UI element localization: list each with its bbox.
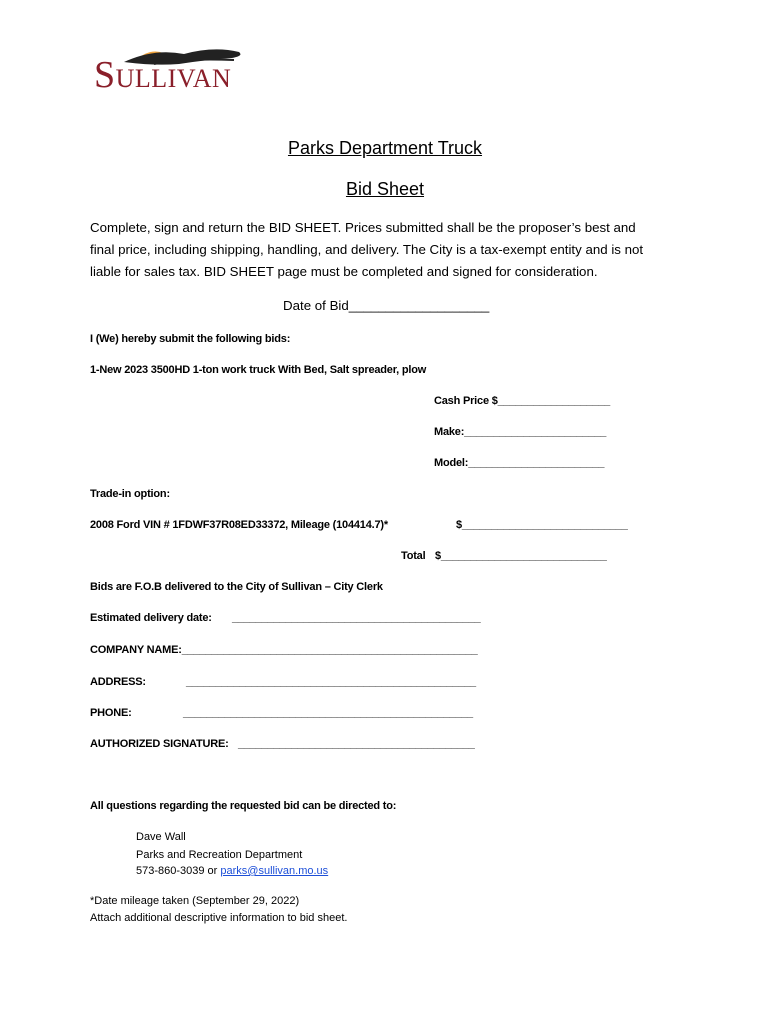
model-field[interactable]: Model:_______________________ <box>434 457 605 469</box>
contact-heading: All questions regarding the requested bid can be directed to: <box>90 800 397 812</box>
mileage-footnote: *Date mileage taken (September 29, 2022) <box>90 895 300 907</box>
intro-paragraph <box>90 217 690 283</box>
intro-line: final price, including shipping, handling, and delivery. The City is a tax-exempt entity and is not <box>90 242 644 257</box>
contact-phone: 573-860-3039 or <box>136 865 221 877</box>
trade-in-vehicle: 2008 Ford VIN # 1FDWF37R08ED33372, Mileage (104414.7)* <box>90 519 388 531</box>
phone-label: PHONE: <box>90 707 132 719</box>
signature-field[interactable]: ________________________________________ <box>238 738 475 750</box>
trade-in-heading: Trade-in option: <box>90 488 170 500</box>
intro-line: liable for sales tax. BID SHEET page must be completed and signed for consideration. <box>90 264 598 279</box>
page-title: Parks Department Truck <box>287 138 483 158</box>
cash-price-field[interactable]: Cash Price $___________________ <box>434 395 611 407</box>
bids-intro: I (We) hereby submit the following bids: <box>90 333 291 345</box>
fob-note: Bids are F.O.B delivered to the City of Sullivan – City Clerk <box>90 581 383 593</box>
trade-in-amount-field[interactable]: $____________________________ <box>456 519 628 531</box>
date-of-bid-blank[interactable]: ___________________ <box>348 298 490 313</box>
make-field[interactable]: Make:________________________ <box>434 426 607 438</box>
contact-name: Dave Wall <box>136 831 186 843</box>
total-field[interactable]: $____________________________ <box>435 550 607 562</box>
signature-label: AUTHORIZED SIGNATURE: <box>90 738 229 750</box>
date-of-bid-label: Date of Bid <box>283 298 349 313</box>
contact-phone-email <box>136 865 328 877</box>
contact-department: Parks and Recreation Department <box>136 849 303 861</box>
sullivan-logo <box>94 46 254 106</box>
attach-note: Attach additional descriptive information to bid sheet. <box>90 912 348 924</box>
phone-field[interactable]: _________________________________________________ <box>183 707 473 719</box>
address-field[interactable]: _________________________________________________ <box>186 676 476 688</box>
delivery-date-field[interactable]: __________________________________________ <box>232 612 481 624</box>
total-label: Total <box>401 550 426 562</box>
contact-email-link[interactable]: parks@sullivan.mo.us <box>220 865 329 877</box>
intro-line: Complete, sign and return the BID SHEET. Prices submitted shall be the proposer’s best and <box>90 220 636 235</box>
address-label: ADDRESS: <box>90 676 146 688</box>
logo-wordmark: SULLIVAN <box>94 54 232 96</box>
company-name-field[interactable]: COMPANY NAME:__________________________________________________ <box>90 644 478 656</box>
date-of-bid-field[interactable] <box>283 298 489 313</box>
item-description: 1-New 2023 3500HD 1-ton work truck With Bed, Salt spreader, plow <box>90 364 427 376</box>
page-subtitle: Bid Sheet <box>345 179 425 199</box>
delivery-date-label: Estimated delivery date: <box>90 612 212 624</box>
